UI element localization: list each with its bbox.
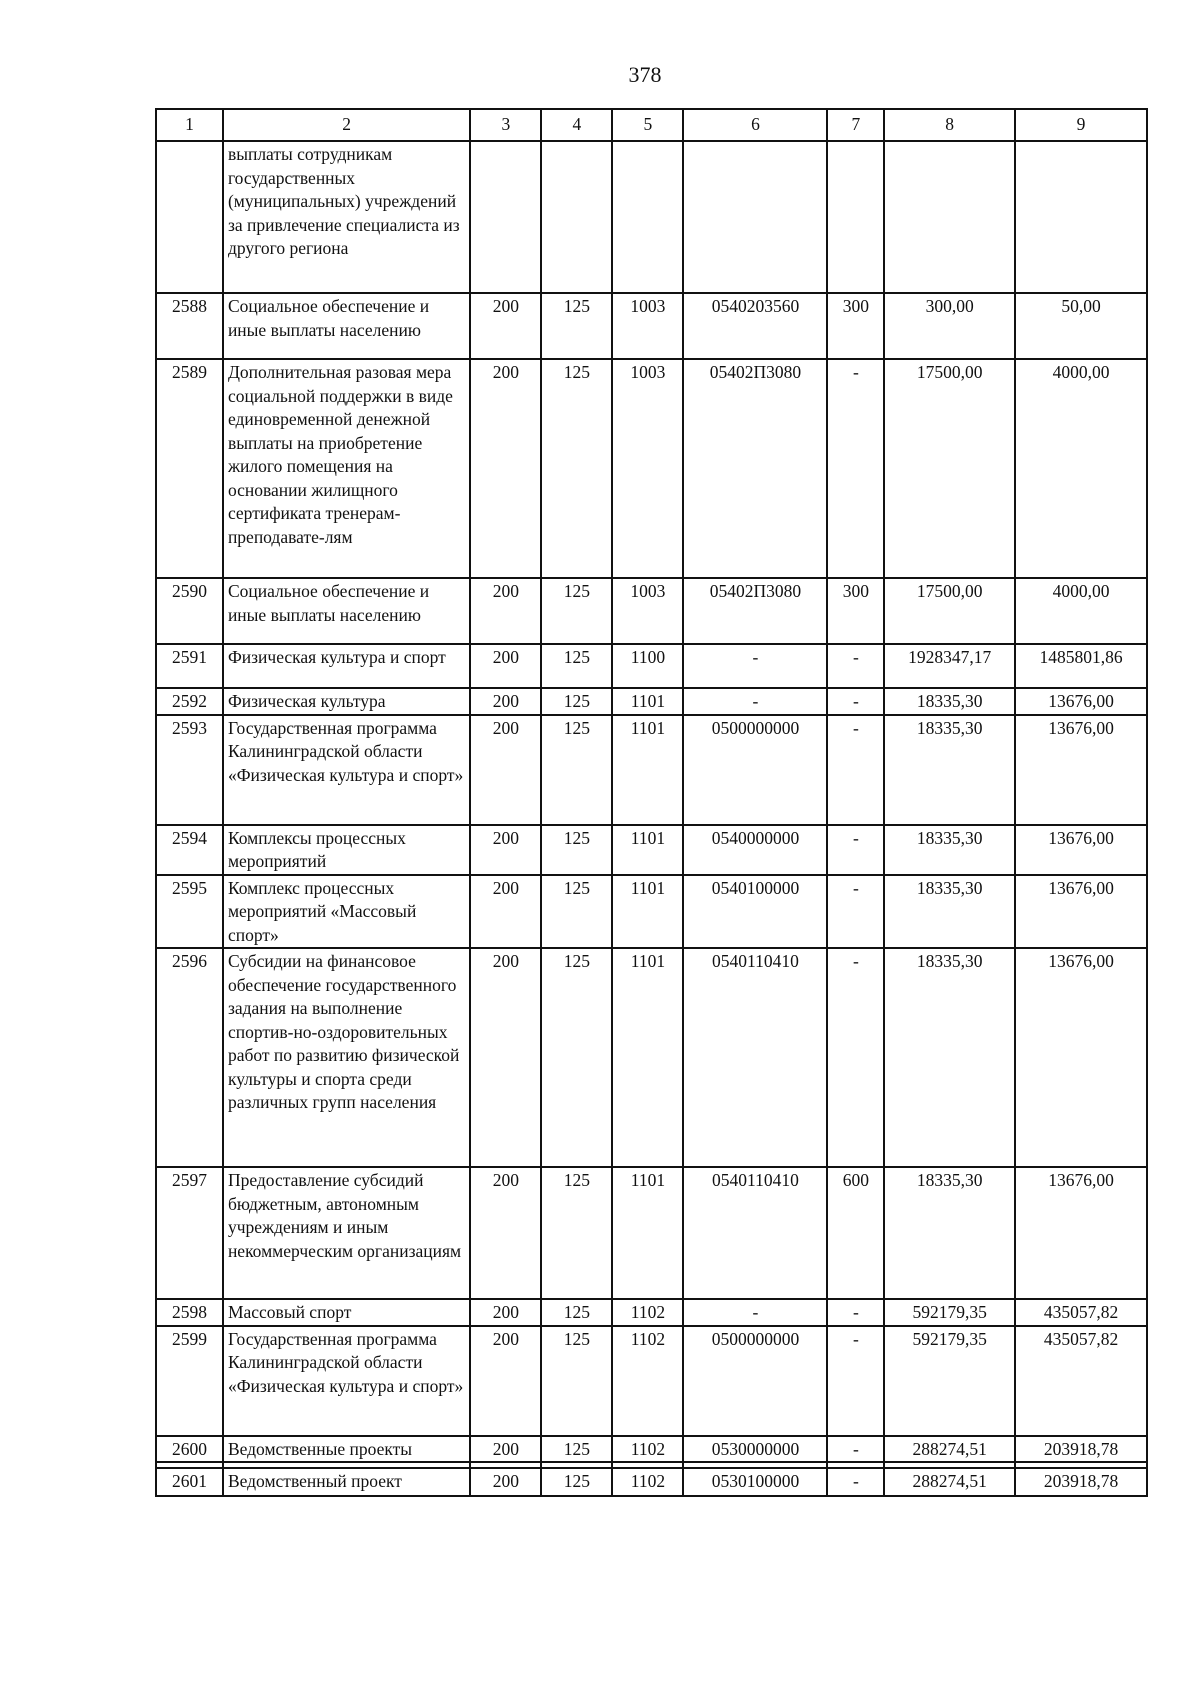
header-cell: 7: [827, 109, 884, 141]
cell-col4: 125: [541, 1167, 612, 1299]
cell-col7: -: [827, 1436, 884, 1463]
budget-table: [155, 108, 1148, 1497]
cell-col3: 200: [470, 1436, 541, 1463]
header-cell: 8: [884, 109, 1015, 141]
cell-col7: -: [827, 1468, 884, 1496]
table-row: [156, 825, 1147, 875]
cell-col6: 05402П3080: [683, 578, 827, 644]
header-cell: 1: [156, 109, 223, 141]
cell-col3: 200: [470, 293, 541, 359]
cell-col8: 17500,00: [884, 359, 1015, 578]
row-name: Массовый спорт: [223, 1299, 470, 1326]
table-header-row: [156, 109, 1147, 141]
header-cell: 6: [683, 109, 827, 141]
cell-col3: 200: [470, 1167, 541, 1299]
cell-col5: [612, 141, 683, 293]
cell-col4: 125: [541, 578, 612, 644]
cell-col6: 0540110410: [683, 1167, 827, 1299]
cell-col6: -: [683, 1299, 827, 1326]
cell-col7: -: [827, 644, 884, 688]
cell-col4: 125: [541, 875, 612, 949]
cell-col7: 300: [827, 578, 884, 644]
cell-col4: [541, 141, 612, 293]
row-name: Физическая культура и спорт: [223, 644, 470, 688]
cell-col6: 0540100000: [683, 875, 827, 949]
cell-col6: 0540000000: [683, 825, 827, 875]
cell-col8: 288274,51: [884, 1468, 1015, 1496]
cell-col9: 1485801,86: [1015, 644, 1147, 688]
row-number: 2601: [156, 1468, 223, 1496]
header-cell: 9: [1015, 109, 1147, 141]
cell-col7: -: [827, 688, 884, 715]
header-cell: 3: [470, 109, 541, 141]
cell-col3: 200: [470, 1326, 541, 1436]
table-row: [156, 1299, 1147, 1326]
row-name: Государственная программа Калининградской области «Физическая культура и спорт»: [223, 715, 470, 825]
cell-col5: 1101: [612, 825, 683, 875]
cell-col5: 1101: [612, 875, 683, 949]
cell-col5: 1003: [612, 578, 683, 644]
cell-col8: 18335,30: [884, 948, 1015, 1167]
row-number: 2600: [156, 1436, 223, 1463]
cell-col9: 435057,82: [1015, 1299, 1147, 1326]
cell-col7: -: [827, 948, 884, 1167]
cell-col7: -: [827, 825, 884, 875]
table-row: [156, 1167, 1147, 1299]
row-number: 2590: [156, 578, 223, 644]
cell-col9: 13676,00: [1015, 825, 1147, 875]
cell-col6: -: [683, 688, 827, 715]
cell-col7: 300: [827, 293, 884, 359]
cell-col5: 1101: [612, 1167, 683, 1299]
cell-col3: 200: [470, 644, 541, 688]
row-number: 2592: [156, 688, 223, 715]
cell-col4: 125: [541, 359, 612, 578]
header-cell: 2: [223, 109, 470, 141]
row-name: Физическая культура: [223, 688, 470, 715]
cell-col7: -: [827, 875, 884, 949]
table-row: [156, 875, 1147, 949]
table-row: [156, 141, 1147, 293]
table-row: [156, 644, 1147, 688]
table-row: [156, 688, 1147, 715]
table-row: [156, 1468, 1147, 1496]
row-name: Ведомственные проекты: [223, 1436, 470, 1463]
row-number: 2597: [156, 1167, 223, 1299]
cell-col3: 200: [470, 359, 541, 578]
cell-col9: 13676,00: [1015, 688, 1147, 715]
cell-col3: 200: [470, 1468, 541, 1496]
cell-col8: 592179,35: [884, 1326, 1015, 1436]
cell-col7: -: [827, 715, 884, 825]
page-number: 378: [628, 62, 662, 87]
cell-col4: 125: [541, 825, 612, 875]
cell-col7: -: [827, 1299, 884, 1326]
cell-col9: [1015, 141, 1147, 293]
cell-col5: 1003: [612, 293, 683, 359]
cell-col9: 203918,78: [1015, 1436, 1147, 1463]
cell-col5: 1102: [612, 1326, 683, 1436]
cell-col8: 18335,30: [884, 715, 1015, 825]
row-name: Предоставление субсидий бюджетным, автономным учреждениям и иным некоммерческим организациям: [223, 1167, 470, 1299]
cell-col3: 200: [470, 825, 541, 875]
cell-col8: 1928347,17: [884, 644, 1015, 688]
table-row: [156, 578, 1147, 644]
cell-col8: [884, 141, 1015, 293]
cell-col4: 125: [541, 1436, 612, 1463]
cell-col9: 4000,00: [1015, 578, 1147, 644]
row-name: Социальное обеспечение и иные выплаты населению: [223, 293, 470, 359]
row-number: 2591: [156, 644, 223, 688]
cell-col6: [683, 141, 827, 293]
cell-col6: 0530100000: [683, 1468, 827, 1496]
table-row: [156, 1436, 1147, 1463]
cell-col6: -: [683, 644, 827, 688]
cell-col9: 4000,00: [1015, 359, 1147, 578]
row-name: Государственная программа Калининградской области «Физическая культура и спорт»: [223, 1326, 470, 1436]
cell-col9: 13676,00: [1015, 715, 1147, 825]
cell-col8: 18335,30: [884, 1167, 1015, 1299]
row-name: выплаты сотрудникам государственных (муниципальных) учреждений за привлечение специалиста из другого региона: [223, 141, 470, 293]
cell-col4: 125: [541, 948, 612, 1167]
cell-col9: 50,00: [1015, 293, 1147, 359]
cell-col7: 600: [827, 1167, 884, 1299]
cell-col8: 300,00: [884, 293, 1015, 359]
table-row: [156, 359, 1147, 578]
cell-col5: 1102: [612, 1299, 683, 1326]
cell-col3: 200: [470, 688, 541, 715]
table-row: [156, 293, 1147, 359]
cell-col9: 203918,78: [1015, 1468, 1147, 1496]
row-number: 2589: [156, 359, 223, 578]
row-number: 2593: [156, 715, 223, 825]
cell-col5: 1102: [612, 1436, 683, 1463]
cell-col8: 18335,30: [884, 875, 1015, 949]
cell-col8: 592179,35: [884, 1299, 1015, 1326]
cell-col8: 18335,30: [884, 825, 1015, 875]
header-cell: 5: [612, 109, 683, 141]
cell-col4: 125: [541, 715, 612, 825]
cell-col5: 1101: [612, 715, 683, 825]
row-number: 2595: [156, 875, 223, 949]
row-name: Ведомственный проект: [223, 1468, 470, 1496]
row-number: 2599: [156, 1326, 223, 1436]
row-name: Дополнительная разовая мера социальной поддержки в виде единовременной денежной выплаты на приобретение жилого помещения на основании жилищного сертификата тренерам-преподавате-лям: [223, 359, 470, 578]
cell-col9: 13676,00: [1015, 1167, 1147, 1299]
cell-col4: 125: [541, 293, 612, 359]
row-name: Субсидии на финансовое обеспечение государственного задания на выполнение спортив-но-оздоровительных работ по развитию физической культуры и спорта среди различных групп населения: [223, 948, 470, 1167]
table-row: [156, 715, 1147, 825]
cell-col3: [470, 141, 541, 293]
cell-col7: -: [827, 359, 884, 578]
cell-col6: 0500000000: [683, 715, 827, 825]
cell-col3: 200: [470, 578, 541, 644]
row-number: 2596: [156, 948, 223, 1167]
cell-col5: 1101: [612, 688, 683, 715]
cell-col6: 05402П3080: [683, 359, 827, 578]
cell-col5: 1100: [612, 644, 683, 688]
cell-col5: 1003: [612, 359, 683, 578]
cell-col4: 125: [541, 688, 612, 715]
cell-col4: 125: [541, 1299, 612, 1326]
cell-col9: 13676,00: [1015, 875, 1147, 949]
row-number: 2588: [156, 293, 223, 359]
cell-col4: 125: [541, 1326, 612, 1436]
cell-col6: 0530000000: [683, 1436, 827, 1463]
cell-col7: [827, 141, 884, 293]
cell-col6: 0500000000: [683, 1326, 827, 1436]
table-row: [156, 1326, 1147, 1436]
cell-col4: 125: [541, 1468, 612, 1496]
row-name: Комплекс процессных мероприятий «Массовый спорт»: [223, 875, 470, 949]
row-number: [156, 141, 223, 293]
cell-col9: 435057,82: [1015, 1326, 1147, 1436]
cell-col3: 200: [470, 948, 541, 1167]
cell-col8: 17500,00: [884, 578, 1015, 644]
row-name: Комплексы процессных мероприятий: [223, 825, 470, 875]
cell-col3: 200: [470, 875, 541, 949]
cell-col3: 200: [470, 715, 541, 825]
row-name: Социальное обеспечение и иные выплаты населению: [223, 578, 470, 644]
cell-col9: 13676,00: [1015, 948, 1147, 1167]
cell-col6: 0540110410: [683, 948, 827, 1167]
cell-col4: 125: [541, 644, 612, 688]
row-number: 2598: [156, 1299, 223, 1326]
cell-col6: 0540203560: [683, 293, 827, 359]
cell-col3: 200: [470, 1299, 541, 1326]
cell-col7: -: [827, 1326, 884, 1436]
table-row: [156, 948, 1147, 1167]
cell-col5: 1102: [612, 1468, 683, 1496]
row-number: 2594: [156, 825, 223, 875]
cell-col8: 288274,51: [884, 1436, 1015, 1463]
cell-col8: 18335,30: [884, 688, 1015, 715]
cell-col5: 1101: [612, 948, 683, 1167]
header-cell: 4: [541, 109, 612, 141]
